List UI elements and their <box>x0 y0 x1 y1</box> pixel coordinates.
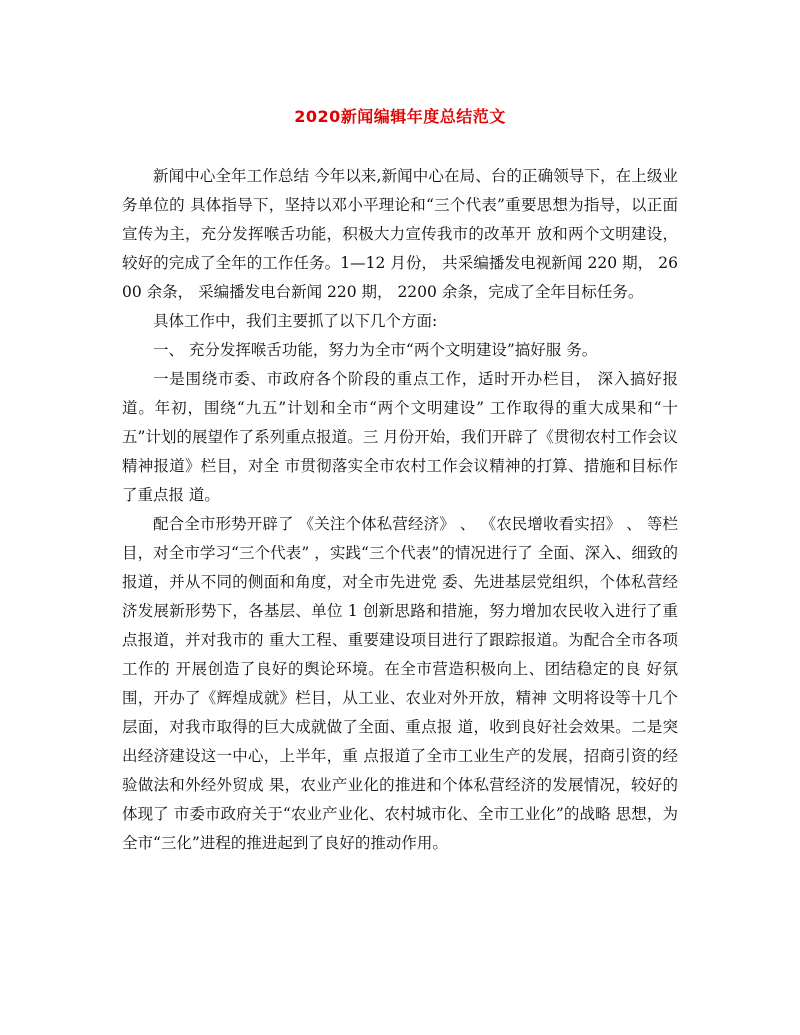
paragraph: 新闻中心全年工作总结 今年以来,新闻中心在局、台的正确领导下，在上级业务单位的 具体指导下，坚持以邓小平理论和“三个代表”重要思想为指导，以正面宣传为主，充分发挥喉舌功能，积极大力宣传我市的改革开 放和两个文明建设，较好的完成了全年的工作任务。1—12 月份， 共采编播发电视新闻 220 期， 2600 余条， 采编播发电台新闻 220 期， 2200 余条，完成了全年目标任务。 <box>122 167 678 301</box>
paragraph: 一是围绕市委、市政府各个阶段的重点工作，适时开办栏目， 深入搞好报道。年初，围绕“九五”计划和全市“两个文明建设” 工作取得的重大成果和“十五”计划的展望作了系列重点报道。三 月份开始，我们开辟了《贯彻农村工作会议精神报道》栏目，对全 市贯彻落实全市农村工作会议精神的打算、措施和目标作了重点报 道。 <box>122 370 678 504</box>
document-body <box>122 162 678 858</box>
paragraph: 一、 充分发挥喉舌功能，努力为全市“两个文明建设”搞好服 务。 <box>153 341 598 359</box>
document-title: 2020新闻编辑年度总结范文 <box>294 107 506 126</box>
paragraph: 配合全市形势开辟了 《关注个体私营经济》 、 《农民增收看实招》 、 等栏目，对全市学习“三个代表” ，实践“三个代表”的情况进行了 全面、深入、细致的报道，并从不同的侧面和角度，对全市先进党 委、先进基层党组织，个体私营经济发展新形势下，各基层、单位 1 创新思路和措施，努力增加农民收入进行了重点报道，并对我市的 重大工程、重要建设项目进行了跟踪报道。为配合全市各项工作的 开展创造了良好的舆论环境。在全市营造积极向上、团结稳定的良 好氛围，开办了《辉煌成就》栏目，从工业、农业对外开放，精神 文明将设等十几个层面，对我市取得的巨大成就做了全面、重点报 道，收到良好社会效果。二是突出经济建设这一中心，上半年，重 点报道了全市工业生产的发展，招商引资的经验做法和外经外贸成 果，农业产业化的推进和个体私营经济的发展情况，较好的体现了 市委市政府关于“农业产业化、农村城市化、全市工业化”的战略 思想，为全市“三化”进程的推进起到了良好的推动作用。 <box>122 515 678 852</box>
paragraph: 具体工作中，我们主要抓了以下几个方面: <box>153 312 438 330</box>
